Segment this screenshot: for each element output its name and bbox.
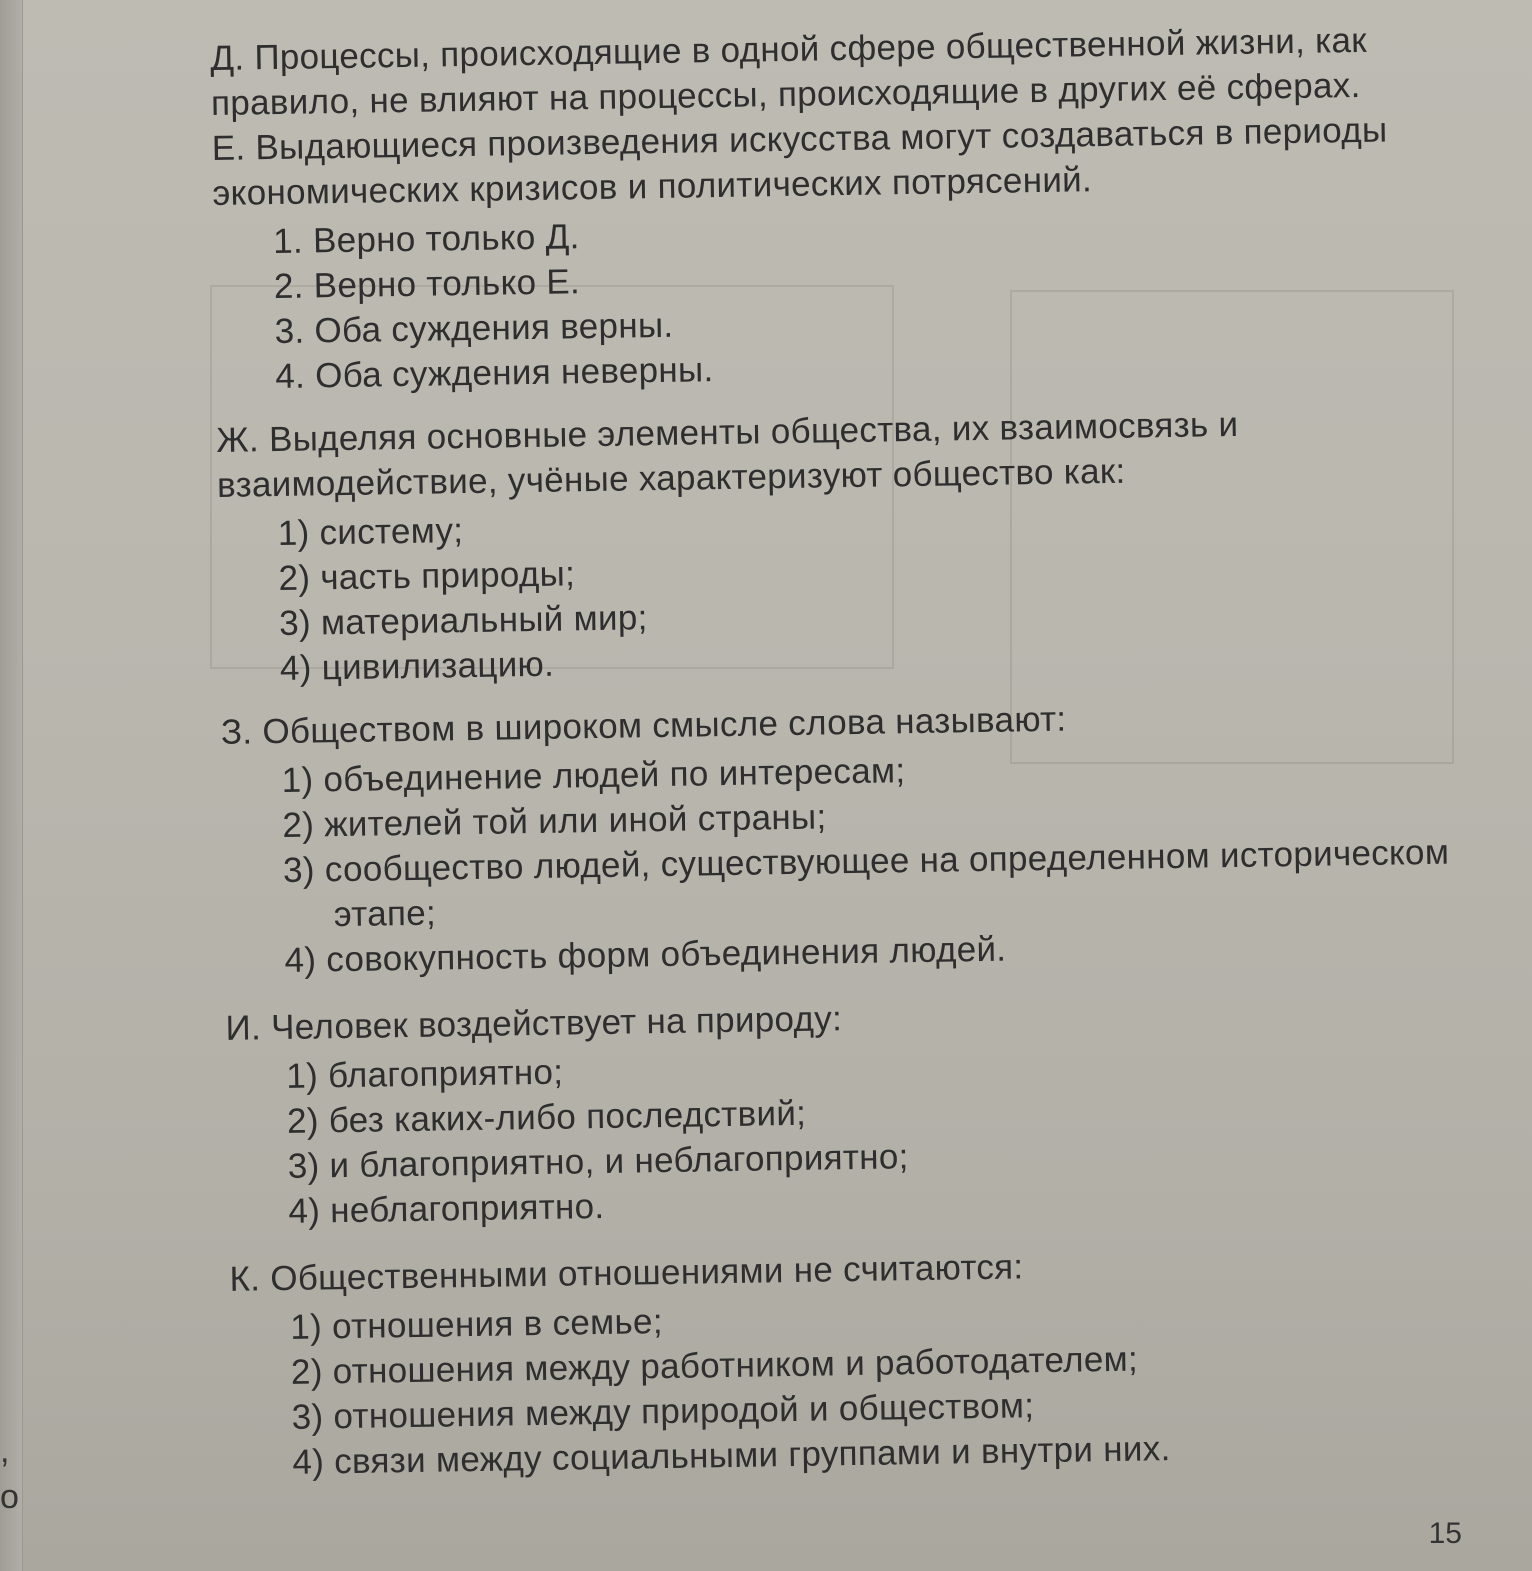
document-body xyxy=(210,16,1483,1485)
answer-option: 3) и благоприятно, и неблагоприятно; xyxy=(287,1137,909,1186)
answer-option: 3) материальный мир; xyxy=(278,598,648,643)
answer-option: 4. Оба суждения неверны. xyxy=(275,350,714,397)
answer-option: 4) связи между социальными группами и внутри них. xyxy=(292,1429,1171,1482)
answer-options xyxy=(277,492,1470,691)
left-page-text-fragment: , xyxy=(0,1432,10,1470)
question-text: З. Обществом в широком смысле слова называют: xyxy=(220,699,1067,752)
answer-option: 1) систему; xyxy=(277,511,464,553)
answer-options xyxy=(286,1035,1479,1234)
answer-option: 2) жителей той или иной страны; xyxy=(282,797,827,845)
page-number: 15 xyxy=(1428,1517,1462,1550)
question-text: Д. Процессы, происходящие в одной сфере общественной жизни, как правило, не влияют на процессы, происходящие в других её сферах. xyxy=(210,20,1368,123)
answer-options xyxy=(273,200,1466,399)
left-page-text-fragment: о xyxy=(0,1478,19,1516)
answer-option: 1) отношения в семье; xyxy=(289,1302,664,1347)
question-text: К. Общественными отношениями не считаются: xyxy=(229,1247,1024,1299)
answer-option: 3. Оба суждения верны. xyxy=(274,305,674,352)
answer-options xyxy=(281,739,1474,983)
answer-option: 3) сообщество людей, существующее на определенном историческом этапе; xyxy=(282,832,1450,935)
answer-option: 4) совокупность форм объединения людей. xyxy=(284,929,1007,980)
answer-option: 2) часть природы; xyxy=(278,554,576,598)
answer-option: 4) неблагоприятно. xyxy=(288,1186,605,1231)
answer-option: 2. Верно только Е. xyxy=(273,262,581,307)
question-k xyxy=(229,1237,1482,1486)
question-text: Ж. Выделяя основные элементы общества, их взаимосвязь и взаимодействие, учёные характеризуют общество как: xyxy=(216,404,1239,505)
question-z xyxy=(221,690,1475,984)
answer-option: 4) цивилизацию. xyxy=(279,644,555,688)
left-page-edge xyxy=(0,0,23,1571)
answer-option: 3) отношения между природой и обществом; xyxy=(291,1386,1035,1437)
answer-option: 1) объединение людей по интересам; xyxy=(281,751,906,800)
question-text: И. Человек воздействует на природу: xyxy=(225,999,843,1048)
question-i xyxy=(225,986,1478,1235)
question-e xyxy=(211,106,1465,400)
answer-option: 2) отношения между работником и работодателем; xyxy=(290,1339,1139,1392)
answer-option: 2) без каких-либо последствий; xyxy=(286,1093,807,1141)
question-zh xyxy=(216,398,1470,692)
answer-option: 1) благоприятно; xyxy=(286,1052,564,1096)
answer-option: 1. Верно только Д. xyxy=(272,217,580,262)
answer-options xyxy=(290,1286,1483,1485)
question-text: Е. Выдающиеся произведения искусства могут создаваться в периоды экономических кризисов и политических потрясений. xyxy=(211,110,1388,213)
